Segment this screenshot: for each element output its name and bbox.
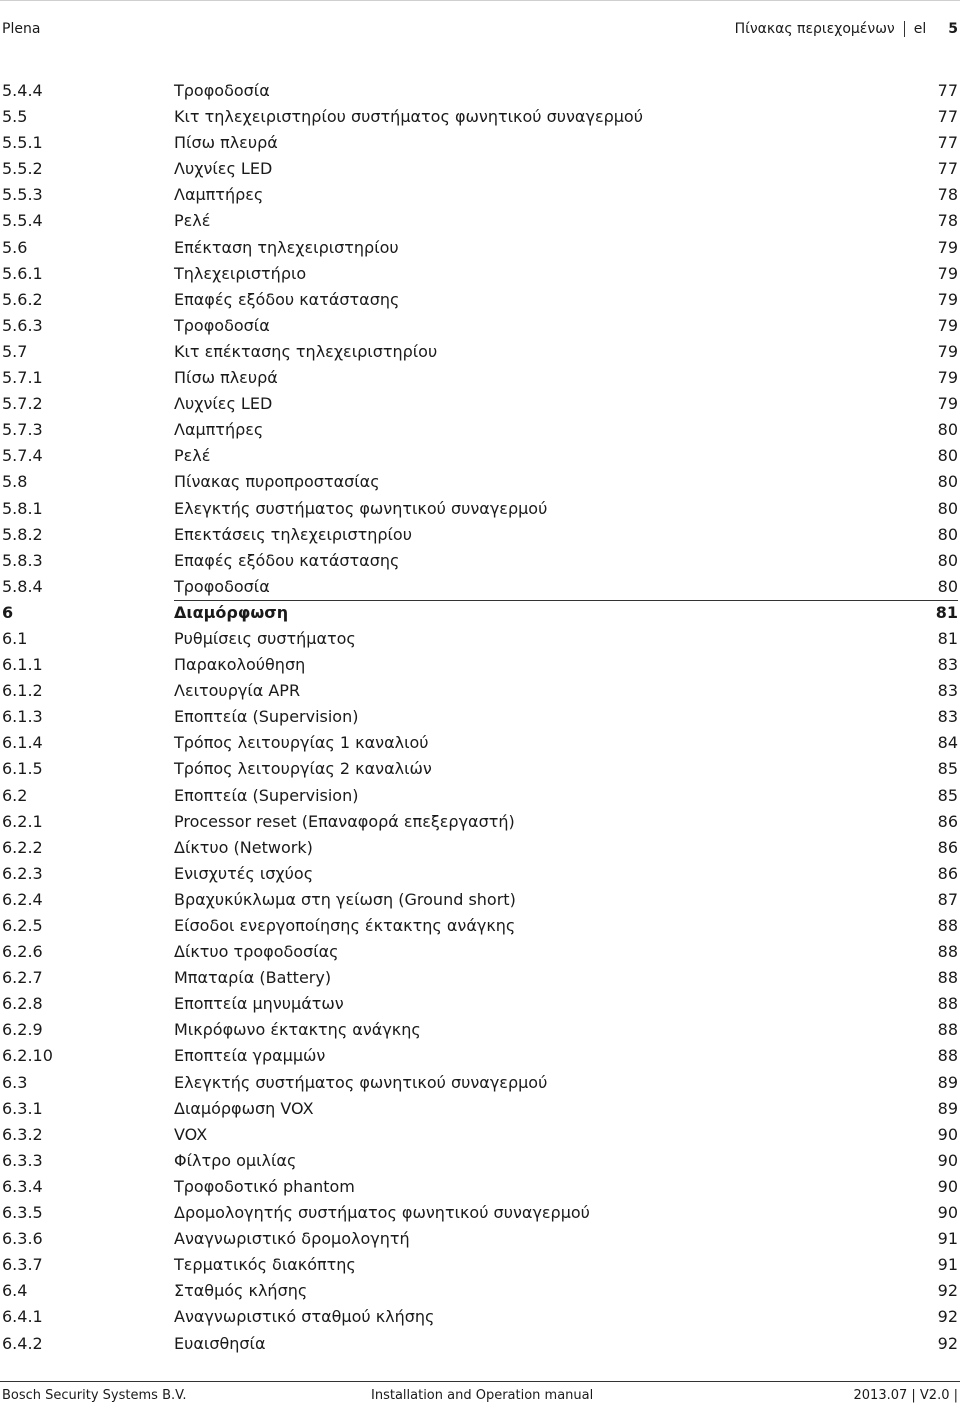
- toc-row[interactable]: [2, 574, 958, 600]
- toc-entry-page: 88: [937, 994, 958, 1014]
- toc-entry-title: Παρακολούθηση: [174, 655, 306, 675]
- toc-entry-number: 5.8.2: [2, 524, 43, 544]
- toc-entry-page: 92: [937, 1333, 958, 1353]
- toc-entry-page: 85: [937, 759, 958, 779]
- toc-entry-title: Διαμόρφωση: [174, 602, 289, 622]
- toc-entry-number: 6.3.3: [2, 1150, 43, 1170]
- toc-entry-page: 80: [937, 446, 958, 466]
- toc-entry-title: Τερματικός διακόπτης: [174, 1255, 356, 1275]
- toc-entry-title: Μικρόφωνο έκτακτης ανάγκης: [174, 1020, 421, 1040]
- toc-entry-title: Μπαταρία (Battery): [174, 968, 332, 988]
- toc-row[interactable]: [2, 130, 958, 156]
- toc-entry-number: 6: [2, 602, 14, 622]
- toc-entry-page: 80: [937, 420, 958, 440]
- toc-row[interactable]: [2, 391, 958, 417]
- toc-entry-page: 79: [937, 263, 958, 283]
- toc-row[interactable]: [2, 443, 958, 469]
- toc-entry-page: 77: [937, 133, 958, 153]
- toc-entry-title: Εποπτεία μηνυμάτων: [174, 994, 344, 1014]
- toc-entry-title: Δρομολογητής συστήματος φωνητικού συναγερμού: [174, 1203, 590, 1223]
- toc-row[interactable]: [2, 182, 958, 208]
- language-code: el: [913, 21, 927, 37]
- toc-row[interactable]: [2, 1278, 958, 1304]
- toc-entry-number: 5.7.3: [2, 420, 43, 440]
- toc-entry-number: 6.3.6: [2, 1229, 43, 1249]
- footer-rule: [0, 1381, 960, 1382]
- toc-entry-number: 6.2.1: [2, 811, 43, 831]
- toc-entry-title: Φίλτρο ομιλίας: [174, 1150, 297, 1170]
- toc-row[interactable]: [2, 1070, 958, 1096]
- toc-entry-title: Κιτ επέκτασης τηλεχειριστηρίου: [174, 341, 438, 361]
- toc-entry-title: VOX: [174, 1124, 208, 1144]
- toc-entry-number: 5.6.2: [2, 289, 43, 309]
- toc-entry-number: 6.3.7: [2, 1255, 43, 1275]
- toc-entry-number: 5.8.1: [2, 498, 43, 518]
- toc-entry-title: Εποπτεία (Supervision): [174, 785, 359, 805]
- toc-entry-number: 6.2.9: [2, 1020, 43, 1040]
- toc-entry-title: Ρυθμίσεις συστήματος: [174, 628, 356, 648]
- toc-row[interactable]: [2, 965, 958, 991]
- toc-row[interactable]: [2, 1148, 958, 1174]
- toc-entry-title: Τρόπος λειτουργίας 2 καναλιών: [174, 759, 432, 779]
- table-of-contents: [2, 78, 958, 1357]
- toc-row[interactable]: [2, 261, 958, 287]
- toc-entry-page: 92: [937, 1307, 958, 1327]
- toc-entry-page: 86: [937, 837, 958, 857]
- toc-entry-number: 6.2.10: [2, 1046, 53, 1066]
- toc-entry-page: 79: [937, 237, 958, 257]
- toc-entry-page: 90: [937, 1203, 958, 1223]
- toc-row[interactable]: [2, 417, 958, 443]
- toc-row[interactable]: [2, 1043, 958, 1069]
- toc-entry-number: 6.3.1: [2, 1098, 43, 1118]
- toc-row[interactable]: [2, 104, 958, 130]
- toc-entry-page: 90: [937, 1176, 958, 1196]
- toc-entry-number: 5.8: [2, 472, 28, 492]
- toc-entry-title: Εποπτεία γραμμών: [174, 1046, 326, 1066]
- toc-entry-number: 6.2.6: [2, 942, 43, 962]
- toc-row[interactable]: [2, 887, 958, 913]
- toc-entry-title: Ευαισθησία: [174, 1333, 266, 1353]
- toc-entry-page: 80: [937, 498, 958, 518]
- toc-entry-number: 6.2.3: [2, 863, 43, 883]
- toc-row[interactable]: [2, 78, 958, 104]
- toc-entry-title: Λαμπτήρες: [174, 420, 264, 440]
- toc-entry-number: 6.2.5: [2, 916, 43, 935]
- toc-entry-number: 6.4: [2, 1281, 28, 1301]
- top-rule: [0, 0, 960, 1]
- page-number: 5: [948, 21, 958, 37]
- toc-entry-number: 6.4.2: [2, 1333, 43, 1353]
- toc-entry-page: 83: [937, 655, 958, 675]
- toc-row[interactable]: [2, 287, 958, 313]
- toc-entry-number: 6.2.4: [2, 889, 43, 909]
- toc-row[interactable]: [2, 1252, 958, 1278]
- toc-row[interactable]: [2, 522, 958, 548]
- toc-row[interactable]: [2, 365, 958, 391]
- toc-row[interactable]: [2, 1200, 958, 1226]
- toc-entry-number: 6.1.2: [2, 681, 43, 701]
- toc-row[interactable]: [2, 339, 958, 365]
- toc-row[interactable]: [2, 496, 958, 522]
- toc-entry-number: 6.1.1: [2, 655, 43, 675]
- toc-entry-title: Δίκτυο τροφοδοσίας: [174, 942, 339, 962]
- toc-entry-page: 88: [937, 968, 958, 988]
- toc-row[interactable]: [2, 208, 958, 234]
- toc-entry-number: 6.4.1: [2, 1307, 43, 1327]
- toc-entry-title: Επαφές εξόδου κατάστασης: [174, 550, 400, 570]
- toc-entry-title: Τροφοδοσία: [174, 315, 270, 335]
- toc-entry-title: Σταθμός κλήσης: [174, 1281, 308, 1301]
- toc-entry-page: 86: [937, 863, 958, 883]
- toc-entry-title: Βραχυκύκλωμα στη γείωση (Ground short): [174, 889, 516, 909]
- toc-entry-number: 5.5: [2, 107, 28, 127]
- toc-entry-page: 91: [937, 1255, 958, 1275]
- page-footer: [0, 1386, 960, 1406]
- toc-row[interactable]: [2, 652, 958, 678]
- toc-row[interactable]: [2, 730, 958, 756]
- toc-entry-number: 6.3.5: [2, 1203, 43, 1223]
- toc-entry-title: Τροφοδοσία: [174, 576, 270, 596]
- toc-row[interactable]: [2, 626, 958, 652]
- toc-entry-title: Δίκτυο (Network): [174, 837, 313, 857]
- toc-entry-title: Επεκτάσεις τηλεχειριστηρίου: [174, 524, 412, 544]
- toc-entry-title: Επέκταση τηλεχειριστηρίου: [174, 237, 399, 257]
- toc-entry-title: Διαμόρφωση VOX: [174, 1098, 314, 1118]
- toc-entry-page: 80: [937, 576, 958, 596]
- toc-row[interactable]: [2, 548, 958, 574]
- toc-row[interactable]: [2, 313, 958, 339]
- toc-entry-title: Αναγνωριστικό σταθμού κλήσης: [174, 1307, 435, 1327]
- toc-entry-number: 5.5.2: [2, 159, 43, 179]
- toc-entry-number: 5.8.4: [2, 576, 43, 596]
- toc-entry-page: 80: [937, 550, 958, 570]
- toc-entry-page: 79: [937, 368, 958, 388]
- toc-entry-title: Ελεγκτής συστήματος φωνητικού συναγερμού: [174, 1072, 548, 1092]
- toc-entry-title: Ελεγκτής συστήματος φωνητικού συναγερμού: [174, 498, 548, 518]
- toc-entry-title: Processor reset (Επαναφορά επεξεργαστή): [174, 811, 515, 831]
- toc-entry-number: 6.1: [2, 628, 28, 648]
- toc-entry-number: 6.3.2: [2, 1124, 43, 1144]
- toc-entry-title: Τροφοδοσία: [174, 81, 270, 100]
- toc-entry-page: 89: [937, 1072, 958, 1092]
- header-separator: [904, 21, 905, 37]
- toc-entry-page: 79: [937, 315, 958, 335]
- toc-entry-page: 88: [937, 1046, 958, 1066]
- toc-entry-page: 87: [937, 889, 958, 909]
- toc-entry-page: 80: [937, 472, 958, 492]
- toc-entry-page: 92: [937, 1281, 958, 1301]
- toc-entry-number: 5.7: [2, 341, 28, 361]
- toc-entry-title: Ρελέ: [174, 211, 211, 231]
- toc-row[interactable]: [2, 835, 958, 861]
- toc-row[interactable]: [2, 1122, 958, 1148]
- toc-row[interactable]: [2, 678, 958, 704]
- toc-entry-title: Επαφές εξόδου κατάστασης: [174, 289, 400, 309]
- toc-entry-page: 78: [937, 211, 958, 231]
- toc-entry-number: 5.7.2: [2, 394, 43, 414]
- toc-row[interactable]: [2, 156, 958, 182]
- toc-row[interactable]: [2, 704, 958, 730]
- toc-chapter-row[interactable]: [2, 600, 958, 626]
- toc-entry-number: 6.1.5: [2, 759, 43, 779]
- toc-entry-page: 88: [937, 942, 958, 962]
- toc-entry-title: Κιτ τηλεχειριστηρίου συστήματος φωνητικού συναγερμού: [174, 107, 643, 127]
- toc-row[interactable]: [2, 913, 958, 939]
- toc-entry-page: 90: [937, 1150, 958, 1170]
- toc-entry-page: 84: [937, 733, 958, 753]
- product-name: Plena: [2, 21, 41, 37]
- toc-entry-title: Πίνακας πυροπροστασίας: [174, 472, 380, 492]
- toc-entry-page: 81: [937, 628, 958, 648]
- toc-entry-number: 5.4.4: [2, 81, 43, 100]
- toc-entry-title: Τρόπος λειτουργίας 1 καναλιού: [174, 733, 429, 753]
- toc-row[interactable]: [2, 469, 958, 495]
- toc-entry-number: 6.2.2: [2, 837, 43, 857]
- toc-entry-page: 79: [937, 341, 958, 361]
- toc-entry-page: 91: [937, 1229, 958, 1249]
- toc-entry-page: 88: [937, 916, 958, 935]
- header-right: [735, 18, 958, 40]
- toc-entry-number: 6.2: [2, 785, 28, 805]
- toc-entry-title: Ρελέ: [174, 446, 211, 466]
- toc-entry-title: Τροφοδοτικό phantom: [174, 1176, 355, 1196]
- toc-row[interactable]: [2, 861, 958, 887]
- toc-entry-number: 5.6.1: [2, 263, 43, 283]
- footer-version: 2013.07 | V2.0 |: [853, 1388, 958, 1403]
- section-title: Πίνακας περιεχομένων: [734, 21, 895, 37]
- toc-entry-number: 6.3.4: [2, 1176, 43, 1196]
- toc-entry-page: 79: [937, 394, 958, 414]
- toc-entry-page: 83: [937, 707, 958, 727]
- toc-entry-page: 79: [937, 289, 958, 309]
- footer-company: Bosch Security Systems B.V.: [2, 1388, 187, 1403]
- toc-entry-title: Λυχνίες LED: [174, 394, 273, 414]
- toc-entry-title: Λειτουργία APR: [174, 681, 301, 701]
- toc-entry-page: 77: [937, 81, 958, 100]
- footer-document-title: Installation and Operation manual: [371, 1388, 594, 1403]
- toc-row[interactable]: [2, 1331, 958, 1357]
- toc-row[interactable]: [2, 1226, 958, 1252]
- toc-entry-title: Είσοδοι ενεργοποίησης έκτακτης ανάγκης: [174, 916, 516, 935]
- toc-entry-page: 89: [937, 1098, 958, 1118]
- toc-row[interactable]: [2, 783, 958, 809]
- toc-row[interactable]: [2, 756, 958, 782]
- toc-entry-number: 5.7.1: [2, 368, 43, 388]
- toc-row[interactable]: [2, 1017, 958, 1043]
- toc-entry-title: Ενισχυτές ισχύος: [174, 863, 314, 883]
- toc-entry-title: Λαμπτήρες: [174, 185, 264, 205]
- toc-entry-page: 80: [937, 524, 958, 544]
- toc-entry-page: 81: [935, 602, 958, 622]
- toc-entry-number: 6.1.3: [2, 707, 43, 727]
- toc-entry-title: Αναγνωριστικό δρομολογητή: [174, 1229, 410, 1249]
- toc-entry-page: 77: [937, 107, 958, 127]
- toc-entry-title: Πίσω πλευρά: [174, 133, 278, 153]
- toc-entry-number: 5.5.4: [2, 211, 43, 231]
- toc-entry-number: 6.3: [2, 1072, 28, 1092]
- toc-entry-page: 88: [937, 1020, 958, 1040]
- toc-entry-number: 6.2.7: [2, 968, 43, 988]
- toc-entry-title: Εποπτεία (Supervision): [174, 707, 359, 727]
- toc-entry-number: 5.5.1: [2, 133, 43, 153]
- toc-row[interactable]: [2, 809, 958, 835]
- toc-row[interactable]: [2, 1096, 958, 1122]
- toc-row[interactable]: [2, 235, 958, 261]
- toc-entry-page: 78: [937, 185, 958, 205]
- toc-entry-page: 77: [937, 159, 958, 179]
- toc-entry-title: Πίσω πλευρά: [174, 368, 278, 388]
- toc-row[interactable]: [2, 939, 958, 965]
- toc-entry-number: 6.2.8: [2, 994, 43, 1014]
- toc-entry-page: 86: [937, 811, 958, 831]
- toc-entry-page: 85: [937, 785, 958, 805]
- toc-entry-page: 90: [937, 1124, 958, 1144]
- toc-entry-number: 5.6.3: [2, 315, 43, 335]
- toc-entry-number: 5.6: [2, 237, 28, 257]
- toc-entry-number: 5.5.3: [2, 185, 43, 205]
- toc-row[interactable]: [2, 1304, 958, 1330]
- toc-entry-page: 83: [937, 681, 958, 701]
- toc-row[interactable]: [2, 1174, 958, 1200]
- toc-entry-title: Τηλεχειριστήριο: [174, 263, 307, 283]
- toc-entry-title: Λυχνίες LED: [174, 159, 273, 179]
- toc-entry-number: 5.8.3: [2, 550, 43, 570]
- toc-entry-number: 5.7.4: [2, 446, 43, 466]
- toc-entry-number: 6.1.4: [2, 733, 43, 753]
- toc-row[interactable]: [2, 991, 958, 1017]
- page-header: [0, 18, 960, 40]
